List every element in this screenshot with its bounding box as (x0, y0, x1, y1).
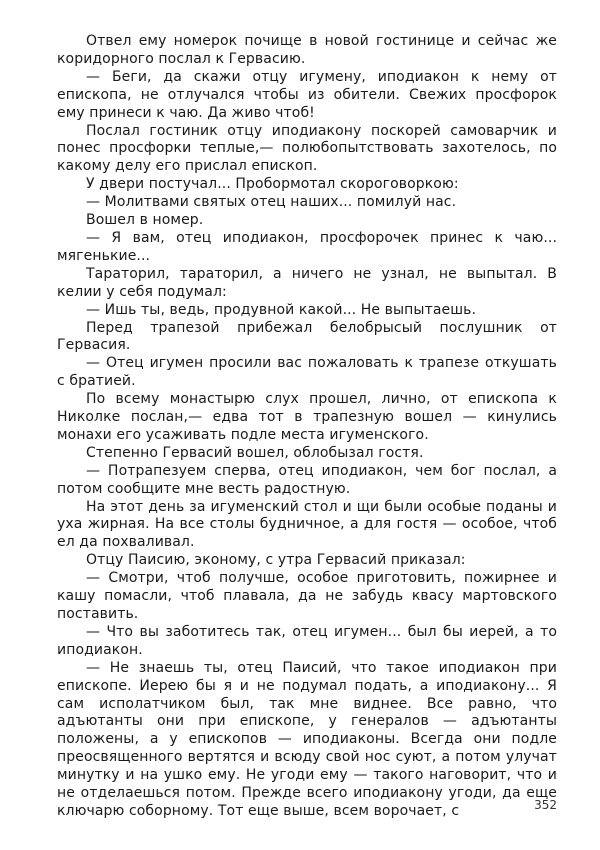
paragraph: — Молитвами святых отец наших... помилуй нас. (86, 194, 457, 211)
paragraph: Отцу Паисию, эконому, с утра Гервасий приказал: (86, 552, 466, 569)
paragraph: — Ишь ты, ведь, продувной какой... Не выпытаешь. (86, 301, 477, 318)
paragraph: По всему монастырю слух прошел, лично, от епископа к Николке послан,— едва тот в трапезную вошел — кинулись монахи его усаживать подле места игуменского. (57, 391, 557, 443)
paragraph: Перед трапезой прибежал белобрысый послушник от Гервасия. (57, 319, 557, 354)
page-text-block (57, 33, 557, 821)
page-number: 352 (534, 798, 557, 812)
paragraph: — Что вы заботитесь так, отец игумен... был бы иерей, а то иподиакон. (57, 623, 557, 658)
paragraph: — Беги, да скажи отцу игумену, иподиакон к нему от епископа, не отлучался чтобы из обители. Свежих просфорок ему принеси к чаю. Да живо чтоб! (57, 68, 557, 121)
paragraph: — Смотри, чтоб получше, особое приготовить, пожирнее и кашу помасли, чтоб плавала, да не забудь квасу мартовского поставить. (57, 570, 557, 622)
paragraph: Отвел ему номерок почище в новой гостинице и сейчас же коридорного послал к Гервасию. (57, 33, 557, 67)
paragraph: На этот день за игуменский стол и щи были особые поданы и уха жирная. На все столы будничное, а для гостя — особое, чтоб ел да похваливал. (57, 498, 557, 551)
paragraph: Степенно Гервасий вошел, облобызал гостя. (86, 444, 424, 461)
paragraph: — Потрапезуем сперва, отец иподиакон, чем бог послал, а потом сообщите мне весть радостную. (57, 462, 557, 497)
paragraph: Вошел в номер. (86, 212, 204, 229)
paragraph: — Отец игумен просили вас пожаловать к трапезе откушать с братией. (57, 355, 557, 390)
paragraph: — Не знаешь ты, отец Паисий, что такое иподиакон при епископе. Иерею бы я и не подумал подать, а иподиакону... Я сам исполатчиком был, так мне виднее. Все равно, что адъютанты они при епископе, у генералов — адъютанты положены, а у епископов — иподиаконы. Всегда они подле преосвященного вертятся и всюду свой нос суют, а потом улучат минутку и на ушко ему. Не угоди ему — такого наговорит, что и не отделаешься потом. Прежде всего иподиакону угоди, да еще ключарю соборному. Тот еще выше, всем ворочает, с (57, 659, 557, 819)
paragraph: Послал гостиник отцу иподиакону поскорей самоварчик и понес просфорки теплые,— полюбопытствовать захотелось, по какому делу его прислал епископ. (57, 122, 557, 175)
paragraph: У двери постучал... Пробормотал скороговоркою: (86, 176, 459, 193)
paragraph: — Я вам, отец иподиакон, просфорочек принес к чаю... мягенькие... (57, 229, 557, 264)
paragraph: Тараторил, тараторил, а ничего не узнал, не выпытал. В келии у себя подумал: (57, 265, 557, 300)
